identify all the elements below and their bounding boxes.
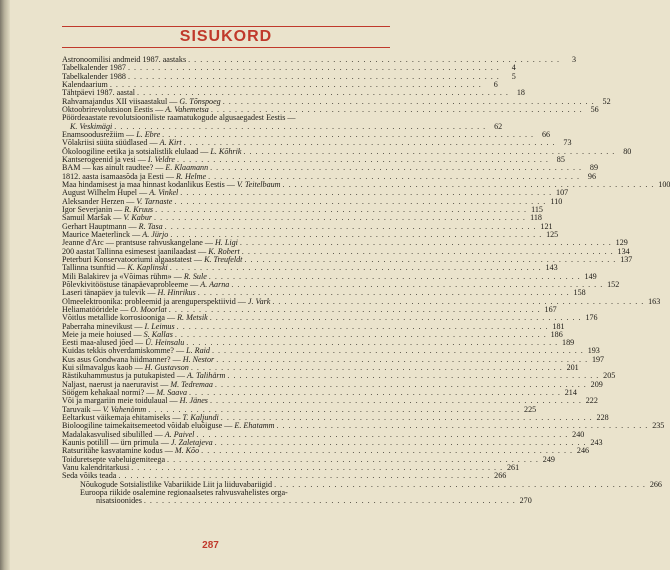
- toc-entry-page: 201: [566, 363, 579, 373]
- toc-entry-title: Vanu kalendritarkusi: [62, 463, 130, 473]
- toc-entry-page: 66: [541, 129, 551, 139]
- toc-entry-page: 261: [506, 463, 520, 473]
- toc-entry-page: 266: [494, 471, 507, 481]
- toc-entry-title: Heliamatööridele —: [62, 304, 129, 314]
- toc-entry-author: I. Leimus: [144, 321, 175, 331]
- toc-entry-author: A. Paivel: [164, 429, 195, 439]
- toc-entry-page: 235: [652, 421, 665, 431]
- toc-entry-page: 6: [493, 79, 498, 89]
- toc-entry-title: August Wilhelm Hupel —: [62, 188, 148, 198]
- toc-entry-page: 193: [587, 346, 600, 356]
- toc-entry-title: Aleksander Herzen —: [62, 196, 135, 206]
- toc-entry-title: Kantserogeenid ja vesi —: [62, 154, 146, 164]
- page-title: SISUKORD: [179, 28, 273, 45]
- toc-entry-author: K. Treufeldt: [204, 254, 243, 264]
- toc-entry-author: I. Veldre: [147, 154, 175, 164]
- toc-entry-author: H. Jänes: [179, 396, 208, 406]
- toc-entry-author: T. Kaljundi: [182, 413, 219, 423]
- toc-entry-title: Ökoloogiline eetika ja sotsialistlik elulaad —: [62, 146, 209, 156]
- toc-entry-page: 176: [585, 313, 598, 323]
- toc-entry-author: R. Metsik: [177, 313, 208, 323]
- toc-entry-author: E. Klaamann: [165, 163, 209, 173]
- toc-entry-title: Eeltarkust väikemaja ehitamiseks —: [62, 413, 181, 423]
- toc-entry-title: Kaunis potilill — ürn primula —: [62, 438, 169, 448]
- toc-entry-author: A. Talihärm: [187, 371, 226, 381]
- toc-entry-title: Kalendaarium: [62, 79, 108, 89]
- toc-entry-page: 56: [590, 104, 599, 114]
- toc-entry-page: 270: [519, 496, 532, 506]
- toc-entry-title: Oktoobrirevolutsioon Eestis —: [62, 104, 164, 114]
- toc-entry-title: Tähtpäevi 1987. aastal: [62, 88, 136, 98]
- toc-entry-title: Tabelkalender 1988: [62, 71, 126, 81]
- toc-entry-page: 107: [556, 188, 569, 198]
- toc-entry-author: O. Moorlat: [130, 304, 167, 314]
- toc-entry-title: Põlevkivitööstuse tänapäevaprobleeme —: [62, 279, 199, 289]
- toc-entry-page: 85: [556, 154, 565, 164]
- toc-entry-page: 228: [596, 413, 609, 423]
- toc-entry-page: 100: [658, 179, 670, 189]
- toc-entry-author: A. Jürjo: [142, 229, 169, 239]
- toc-entry-page: 121: [540, 221, 553, 231]
- toc-entry-page: 249: [542, 454, 555, 464]
- toc-entry-author: M. Saava: [156, 388, 187, 398]
- toc-entry-page: 137: [620, 254, 633, 264]
- toc-entry-page: 225: [524, 404, 537, 414]
- heading-bar: [62, 26, 390, 48]
- toc-entry-title: Võitlus metallide korrosiooniga —: [62, 313, 176, 323]
- toc-entry-title: Igor Severjanin —: [62, 204, 123, 214]
- toc-entry-page: 62: [494, 121, 503, 131]
- toc-entry-title: Pöördeaastate revolutsioonilistе raamatukogude algusaegadest Eestis —: [62, 113, 296, 123]
- toc-entry-title: Taruvaik —: [62, 404, 101, 414]
- toc-entry-page: 110: [550, 196, 563, 206]
- toc-entry-title: Kus asus Gondwana hiidmanner? —: [62, 354, 181, 364]
- toc-entry-author: H. Gustavson: [144, 363, 189, 373]
- toc-entry-title: Samuil Maršak —: [62, 213, 122, 223]
- toc-entry-author: L. Kõhrik: [210, 146, 242, 156]
- toc-entry-author: A. Vahemetsa: [165, 104, 209, 114]
- toc-entry-title: nisatsioonides: [96, 496, 142, 506]
- toc-entry-title: Euroopa riikide osalemine regionaalsetes rahvusvahelistes orga-: [80, 488, 288, 498]
- toc-entry-author: K. Robert: [208, 246, 240, 256]
- toc-entry-page: 52: [602, 96, 611, 106]
- toc-entry-author: R. Tasa: [138, 221, 163, 231]
- toc-entry-author: G. Tõnspoeg: [179, 96, 221, 106]
- toc-entry-title: Kuidas tekkis ohverdamiskomme? —: [62, 346, 185, 356]
- toc-entry-author: V. Vahenömm: [102, 404, 147, 414]
- toc-entry-title: 1812. aasta isamaasõda ja Eesti —: [62, 171, 174, 181]
- toc-entry-page: 163: [648, 296, 661, 306]
- toc-entry-page: 129: [615, 238, 628, 248]
- toc-entry-title: Tallinna tsunftid —: [62, 263, 126, 273]
- table-of-contents: [62, 55, 670, 506]
- toc-entry-title: Laseri tänapäev ja tulevik —: [62, 288, 156, 298]
- toc-entry-author: A. Kirt: [159, 138, 182, 148]
- toc-entry-title: Bioloogiline taimekaitsemeetod võidab eluõiguse —: [62, 421, 233, 431]
- toc-entry-page: 214: [564, 388, 577, 398]
- toc-entry-author: A. Vinkel: [149, 188, 179, 198]
- toc-entry-author: J. Vark: [247, 296, 271, 306]
- toc-entry-page: 89: [589, 163, 599, 173]
- toc-entry-title: Maurice Maeterlinck —: [62, 229, 141, 239]
- toc-entry-title: Rästikuhammustus ja putukapisted —: [62, 371, 185, 381]
- toc-entry-title: Või ja margariin meie toidulaual —: [62, 396, 178, 406]
- toc-entry-page: 197: [591, 354, 605, 364]
- toc-entry-title: Ratsuritähe kasvatamine kodus —: [62, 446, 173, 456]
- toc-entry-page: 115: [531, 204, 543, 214]
- toc-entry-author: Ü. Heinsalu: [145, 338, 185, 348]
- toc-entry-page: 246: [576, 446, 590, 456]
- dot-leader: [144, 497, 516, 505]
- toc-entry-page: 243: [590, 438, 603, 448]
- toc-entry-title: Madalakasvulised sibulilled —: [62, 429, 163, 439]
- toc-entry-author: R. Sule: [183, 271, 207, 281]
- toc-entry-text: [96, 497, 142, 505]
- toc-entry-author: J. Zaletajeva: [170, 438, 213, 448]
- toc-entry-title: Seda võiks teada: [62, 471, 117, 481]
- toc-entry-page: 149: [584, 271, 597, 281]
- toc-entry-title: Meie ja meie hoiused —: [62, 329, 142, 339]
- toc-entry-title: Rahvamajandus XII viisaastakul —: [62, 96, 178, 106]
- toc-entry-title: Olmeelektroonika: probleemid ja arenguperspektiivid —: [62, 296, 246, 306]
- toc-entry-title: Nõukogude Sotsialistlike Vabariikide Liit ja liiduvabariigid: [80, 479, 273, 489]
- toc-entry-page: 152: [607, 279, 620, 289]
- toc-entry-page: 167: [544, 304, 557, 314]
- toc-entry-author: H. Nestor: [182, 354, 215, 364]
- dot-leader: [274, 481, 646, 489]
- toc-entry-title: Kui silmavalgus kaob —: [62, 363, 143, 373]
- toc-entry-page: 222: [585, 396, 598, 406]
- toc-entry-page: 4: [511, 63, 516, 73]
- toc-entry-page: 18: [516, 88, 525, 98]
- toc-entry-page: 209: [590, 379, 603, 389]
- toc-entry-title: Astronoomilisi andmeid 1987. aastaks: [62, 55, 187, 64]
- toc-entry-author: E. Ehatamm: [234, 421, 275, 431]
- toc-entry-author: V. Kabur: [123, 213, 153, 223]
- toc-entry-title: Enamsoodusrežiim —: [62, 129, 135, 139]
- toc-entry-author: V. Teitelbaum: [236, 179, 281, 189]
- book-spine-shadow: [0, 0, 10, 570]
- toc-entry-author: K. Veskimägi: [70, 121, 113, 131]
- toc-entry-page: 118: [530, 213, 542, 223]
- toc-entry-author: V. Tarnaste: [136, 196, 173, 206]
- toc-entry-page: 181: [552, 321, 565, 331]
- toc-entry-page: 96: [587, 171, 596, 181]
- toc-entry-page: 3: [571, 55, 576, 64]
- toc-entry-title: 200 aastat Tallinna esimesest jaanilaadast —: [62, 246, 207, 256]
- toc-entry-title: Jeanne d'Arc — prantsuse rahvuskangelane —: [62, 238, 213, 248]
- toc-entry-author: S. Kallas: [143, 329, 173, 339]
- toc-entry-author: M. Kõo: [174, 446, 200, 456]
- toc-entry-page: 189: [562, 338, 575, 348]
- toc-entry: [62, 496, 532, 506]
- toc-entry-title: Naljast, naerust ja naeruravist —: [62, 379, 169, 389]
- toc-entry-title: Söögem kehakaal normi? —: [62, 388, 155, 398]
- toc-entry-title: BAM — kas ainult raudtee? —: [62, 163, 164, 173]
- toc-entry-author: L. Ebre: [136, 129, 161, 139]
- toc-entry-title: Paberraha minevikust —: [62, 321, 143, 331]
- toc-entry-title: Peterburi Konservatooriumi algaastatest —: [62, 254, 203, 264]
- toc-entry-page: 5: [511, 71, 516, 81]
- toc-entry-title: Võlakriisi süüta süüdlased —: [62, 138, 158, 148]
- page-number: 287: [202, 540, 219, 551]
- toc-entry-author: K. Kaplinski: [127, 263, 168, 273]
- toc-entry-page: 143: [545, 263, 558, 273]
- toc-entry-title: Gerhart Hauptmann —: [62, 221, 137, 231]
- toc-entry-page: 125: [546, 229, 559, 239]
- toc-entry-title: Maa hindamisest ja maa hinnast kodanlikus Eestis —: [62, 179, 235, 189]
- toc-entry-title: Toiduretsepte vabeluigemiteega: [62, 454, 166, 464]
- toc-entry-page: 205: [603, 371, 616, 381]
- toc-entry-author: R. Helme: [175, 171, 207, 181]
- toc-entry-page: 73: [563, 138, 572, 148]
- toc-entry-page: 266: [649, 479, 662, 489]
- toc-entry-page: 80: [623, 146, 632, 156]
- toc-entry-page: 186: [550, 329, 563, 339]
- toc-entry-page: 134: [617, 246, 630, 256]
- toc-entry-page: 240: [572, 429, 585, 439]
- toc-entry-title: Mili Balakirev ja «Võimas rühm» —: [62, 271, 182, 281]
- toc-entry-author: M. Tedremaa: [170, 379, 213, 389]
- toc-entry-author: L. Raid: [186, 346, 210, 356]
- toc-entry-title: Tabelkalender 1987: [62, 63, 126, 73]
- toc-entry-page: 158: [573, 288, 586, 298]
- toc-entry-author: R. Kruus: [124, 204, 154, 214]
- toc-entry-title: Eesti maa-alused jõed —: [62, 338, 144, 348]
- toc-entry-author: A. Aarna: [200, 279, 230, 289]
- toc-entry-author: H. Hinrikus: [157, 288, 196, 298]
- toc-entry-author: H. Ligi: [214, 238, 238, 248]
